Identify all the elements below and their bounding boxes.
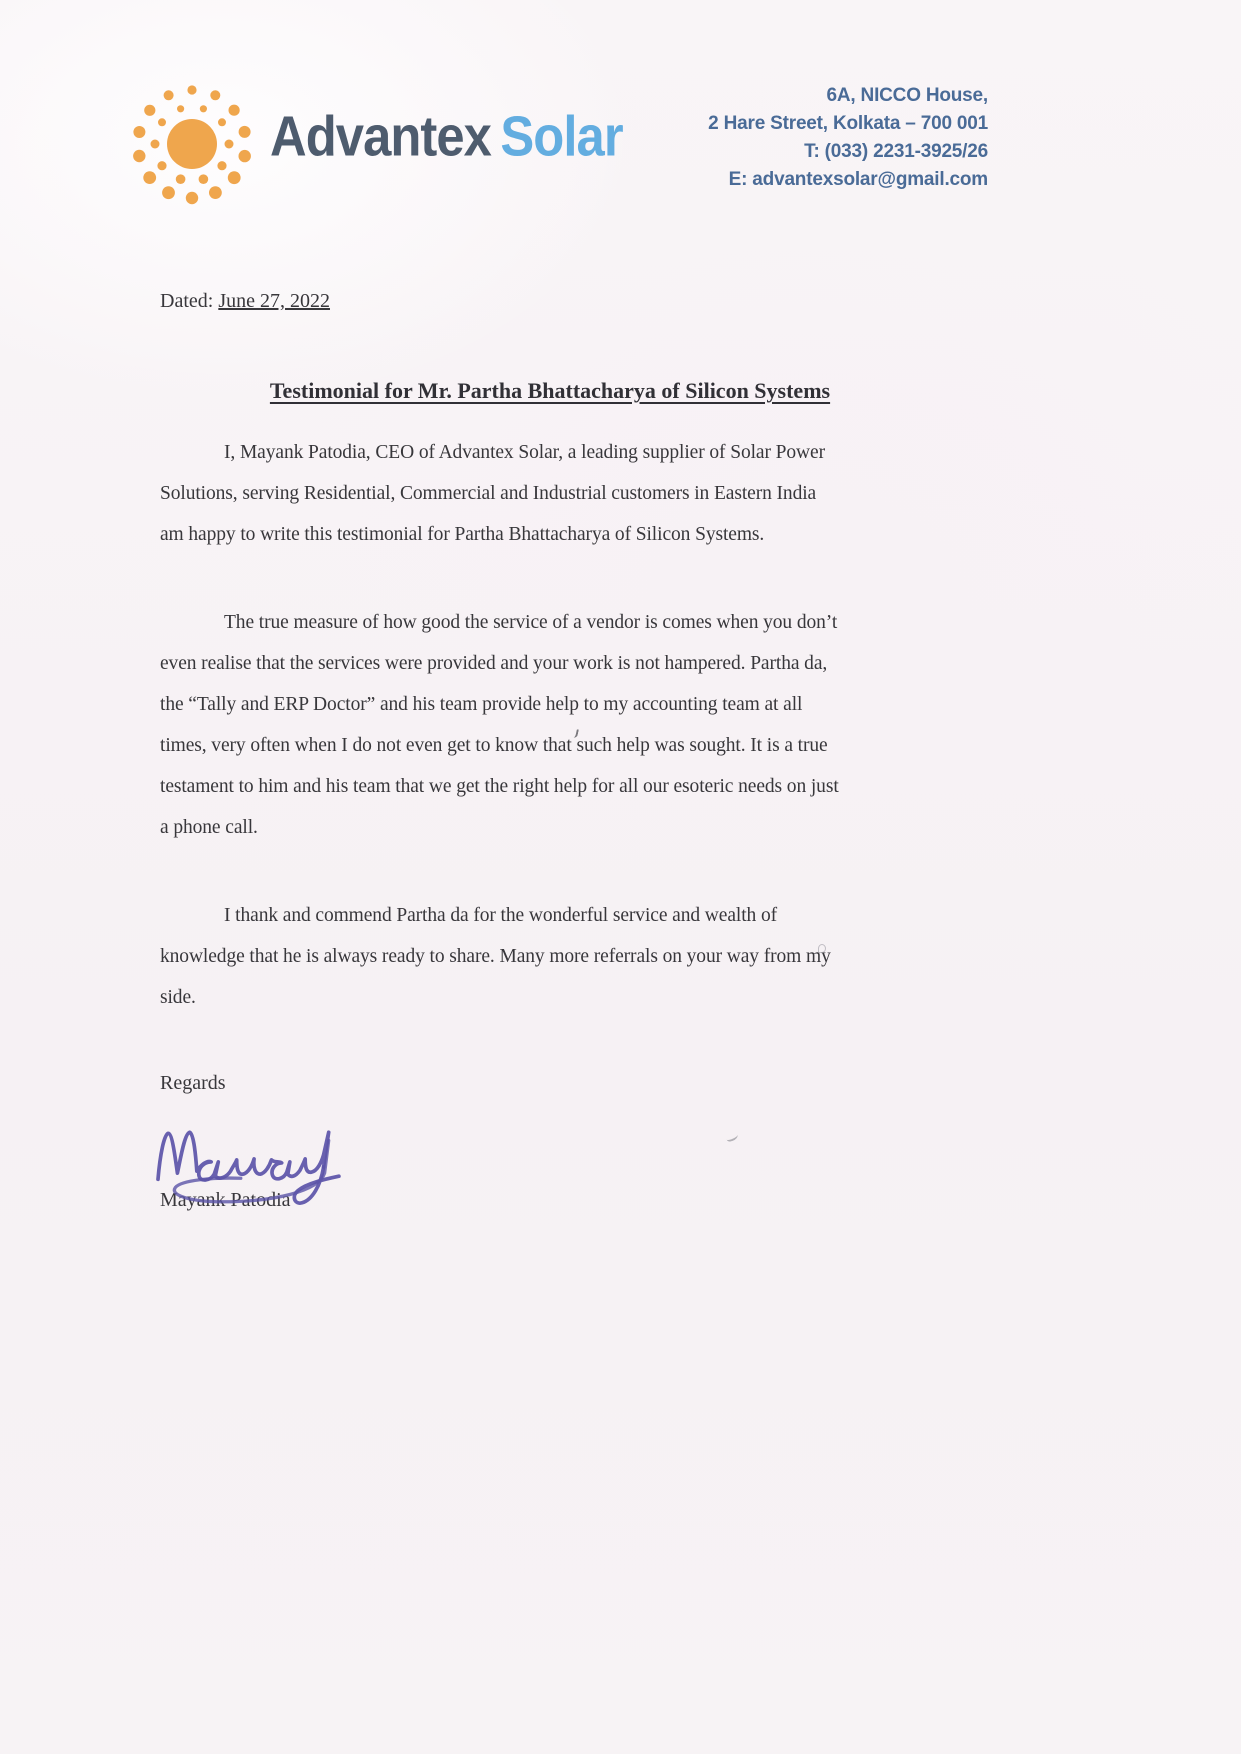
paragraph-2 <box>160 602 839 848</box>
paragraph-line: side. <box>160 987 196 1008</box>
signatory-name: Mayank Patodia <box>160 1189 291 1211</box>
paragraph-line: The true measure of how good the service of a vendor is comes when you don’t <box>224 612 838 633</box>
company-address <box>568 82 988 194</box>
brand-secondary: Solar <box>500 105 623 169</box>
paragraph-line: the “Tally and ERP Doctor” and his team provide help to my accounting team at all <box>160 694 803 715</box>
scan-artifact <box>725 1131 739 1142</box>
letter-date <box>160 290 330 313</box>
sun-logo-icon <box>128 80 256 208</box>
paragraph-line: even realise that the services were provided and your work is not hampered. Partha da, <box>160 653 828 674</box>
paragraph-3 <box>160 895 831 1018</box>
paragraph-line: I, Mayank Patodia, CEO of Advantex Solar, a leading supplier of Solar Power <box>224 442 825 463</box>
scan-artifact <box>818 944 826 953</box>
address-line: 2 Hare Street, Kolkata – 700 001 <box>708 113 988 134</box>
date-value: June 27, 2022 <box>218 290 330 312</box>
paragraph-line: knowledge that he is always ready to share. Many more referrals on your way from my <box>160 946 831 967</box>
address-email: E: advantexsolar@gmail.com <box>728 169 988 190</box>
paragraph-line: am happy to write this testimonial for Partha Bhattacharya of Silicon Systems. <box>160 524 765 545</box>
address-line: 6A, NICCO House, <box>826 85 988 106</box>
paragraph-line: a phone call. <box>160 817 258 838</box>
paragraph-line: I thank and commend Partha da for the wonderful service and wealth of <box>224 905 777 926</box>
paragraph-line: Solutions, serving Residential, Commercial and Industrial customers in Eastern India <box>160 483 817 504</box>
letter-title: Testimonial for Mr. Partha Bhattacharya of Silicon Systems <box>269 378 831 403</box>
brand-primary: Advantex <box>270 105 491 169</box>
paragraph-1 <box>160 432 825 555</box>
address-phone: T: (033) 2231-3925/26 <box>804 141 988 162</box>
handwritten-signature <box>148 1120 353 1212</box>
paragraph-line: testament to him and his team that we get the right help for all our esoteric needs on just <box>160 776 839 797</box>
date-label: Dated: <box>160 290 219 312</box>
letterhead <box>0 0 1241 230</box>
paragraph-line: times, very often when I do not even get to know that such help was sought. It is a true <box>160 735 828 756</box>
closing-regards: Regards <box>160 1072 226 1094</box>
